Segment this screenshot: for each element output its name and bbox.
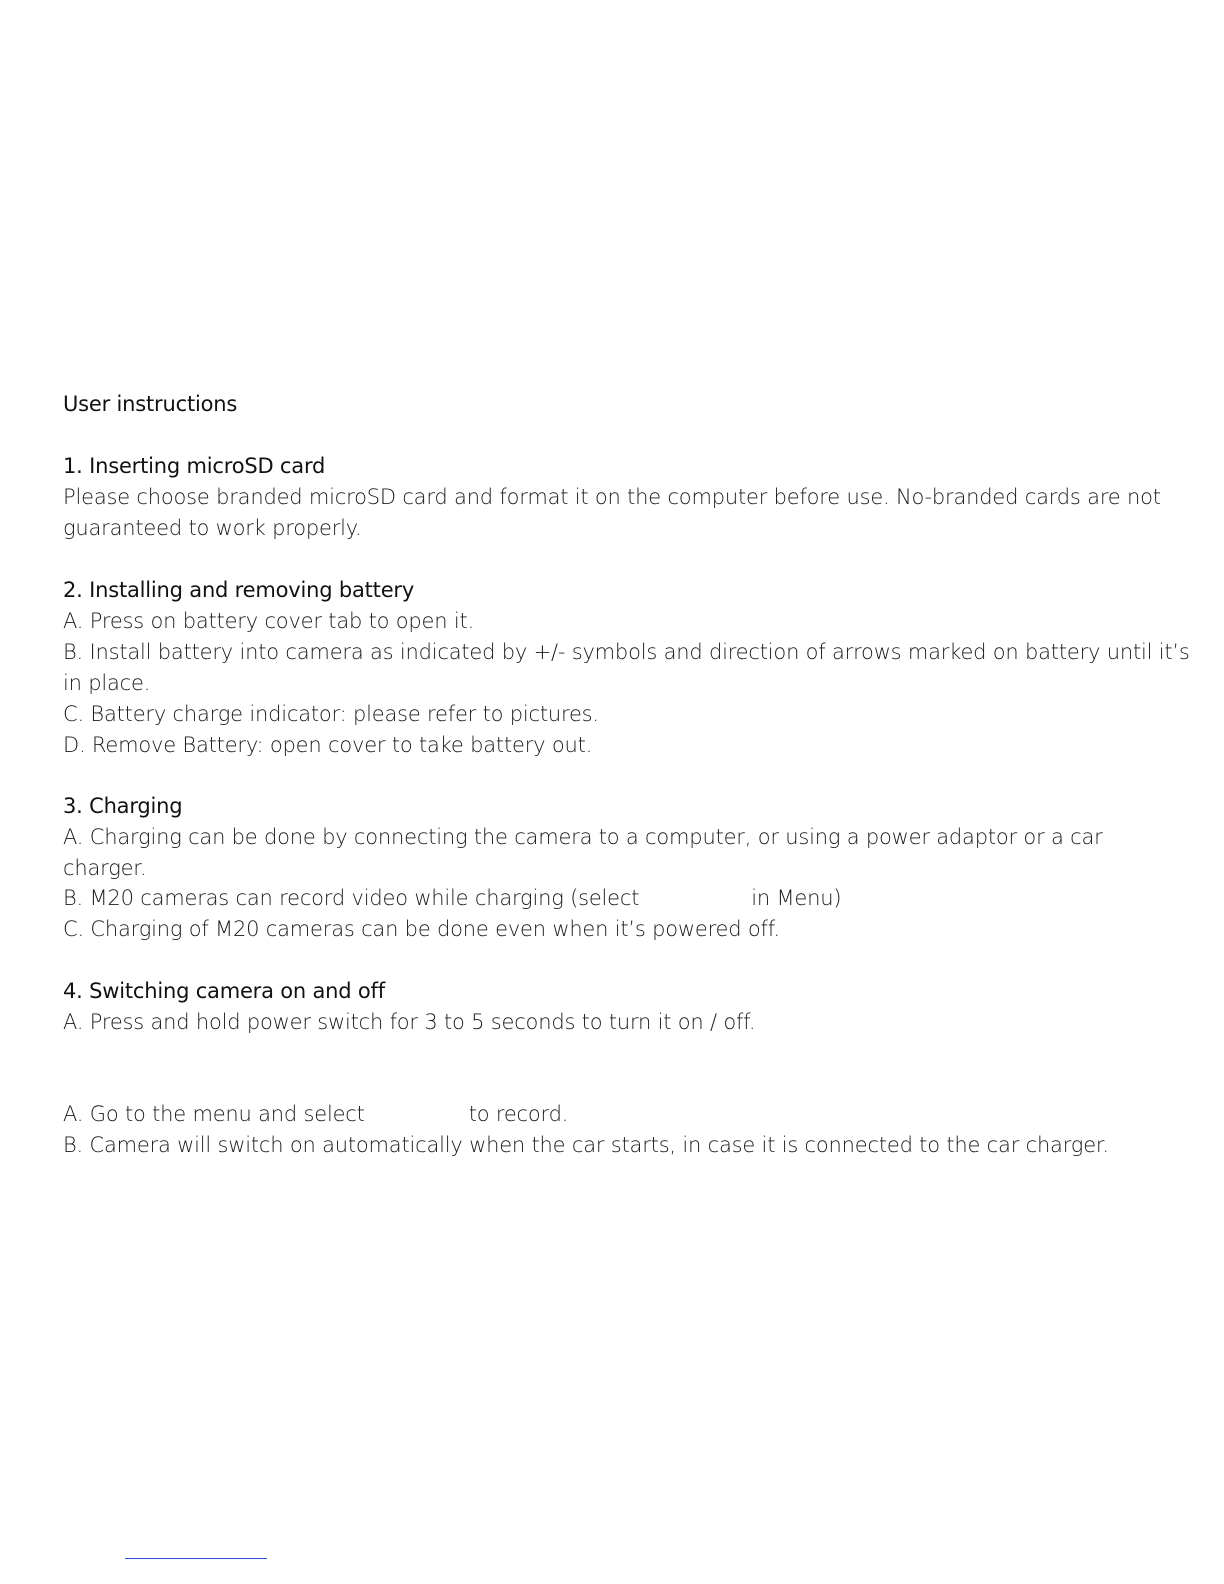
section-heading-microsd: 1. Inserting microSD card	[63, 454, 326, 478]
paragraph-line: in place.	[63, 671, 151, 695]
section-heading-switching: 4. Switching camera on and off	[63, 979, 385, 1003]
paragraph-line: A. Charging can be done by connecting the camera to a computer, or using a power adaptor or a car	[63, 825, 1103, 849]
section-heading-battery: 2. Installing and removing battery	[63, 578, 415, 602]
paragraph-line-end: to record.	[468, 1102, 569, 1126]
paragraph-line: C. Charging of M20 cameras can be done even when it’s powered off.	[63, 917, 780, 941]
paragraph-line: Please choose branded microSD card and format it on the computer before use. No-branded cards are not	[63, 485, 1161, 509]
paragraph-line: A. Press and hold power switch for 3 to 5 seconds to turn it on / off.	[63, 1010, 756, 1034]
paragraph-line-split	[63, 1100, 568, 1128]
page-title: User instructions	[63, 392, 238, 416]
paragraph-line-end: in Menu)	[751, 886, 842, 910]
paragraph-line: A. Press on battery cover tab to open it.	[63, 609, 474, 633]
paragraph-line: guaranteed to work properly.	[63, 516, 362, 540]
paragraph-line-start: B. M20 cameras can record video while charging (select	[63, 886, 640, 910]
footer-rule	[125, 1558, 267, 1559]
paragraph-line: C. Battery charge indicator: please refer to pictures.	[63, 702, 599, 726]
paragraph-line: D. Remove Battery: open cover to take battery out.	[63, 733, 593, 757]
paragraph-line-start: A. Go to the menu and select	[63, 1102, 365, 1126]
paragraph-line-split	[63, 884, 841, 912]
section-heading-charging: 3. Charging	[63, 794, 183, 818]
paragraph-line: B. Install battery into camera as indicated by +/- symbols and direction of arrows marked on battery until it’s	[63, 640, 1190, 664]
paragraph-line: charger.	[63, 856, 147, 880]
paragraph-line: B. Camera will switch on automatically when the car starts, in case it is connected to the car charger.	[63, 1133, 1109, 1157]
